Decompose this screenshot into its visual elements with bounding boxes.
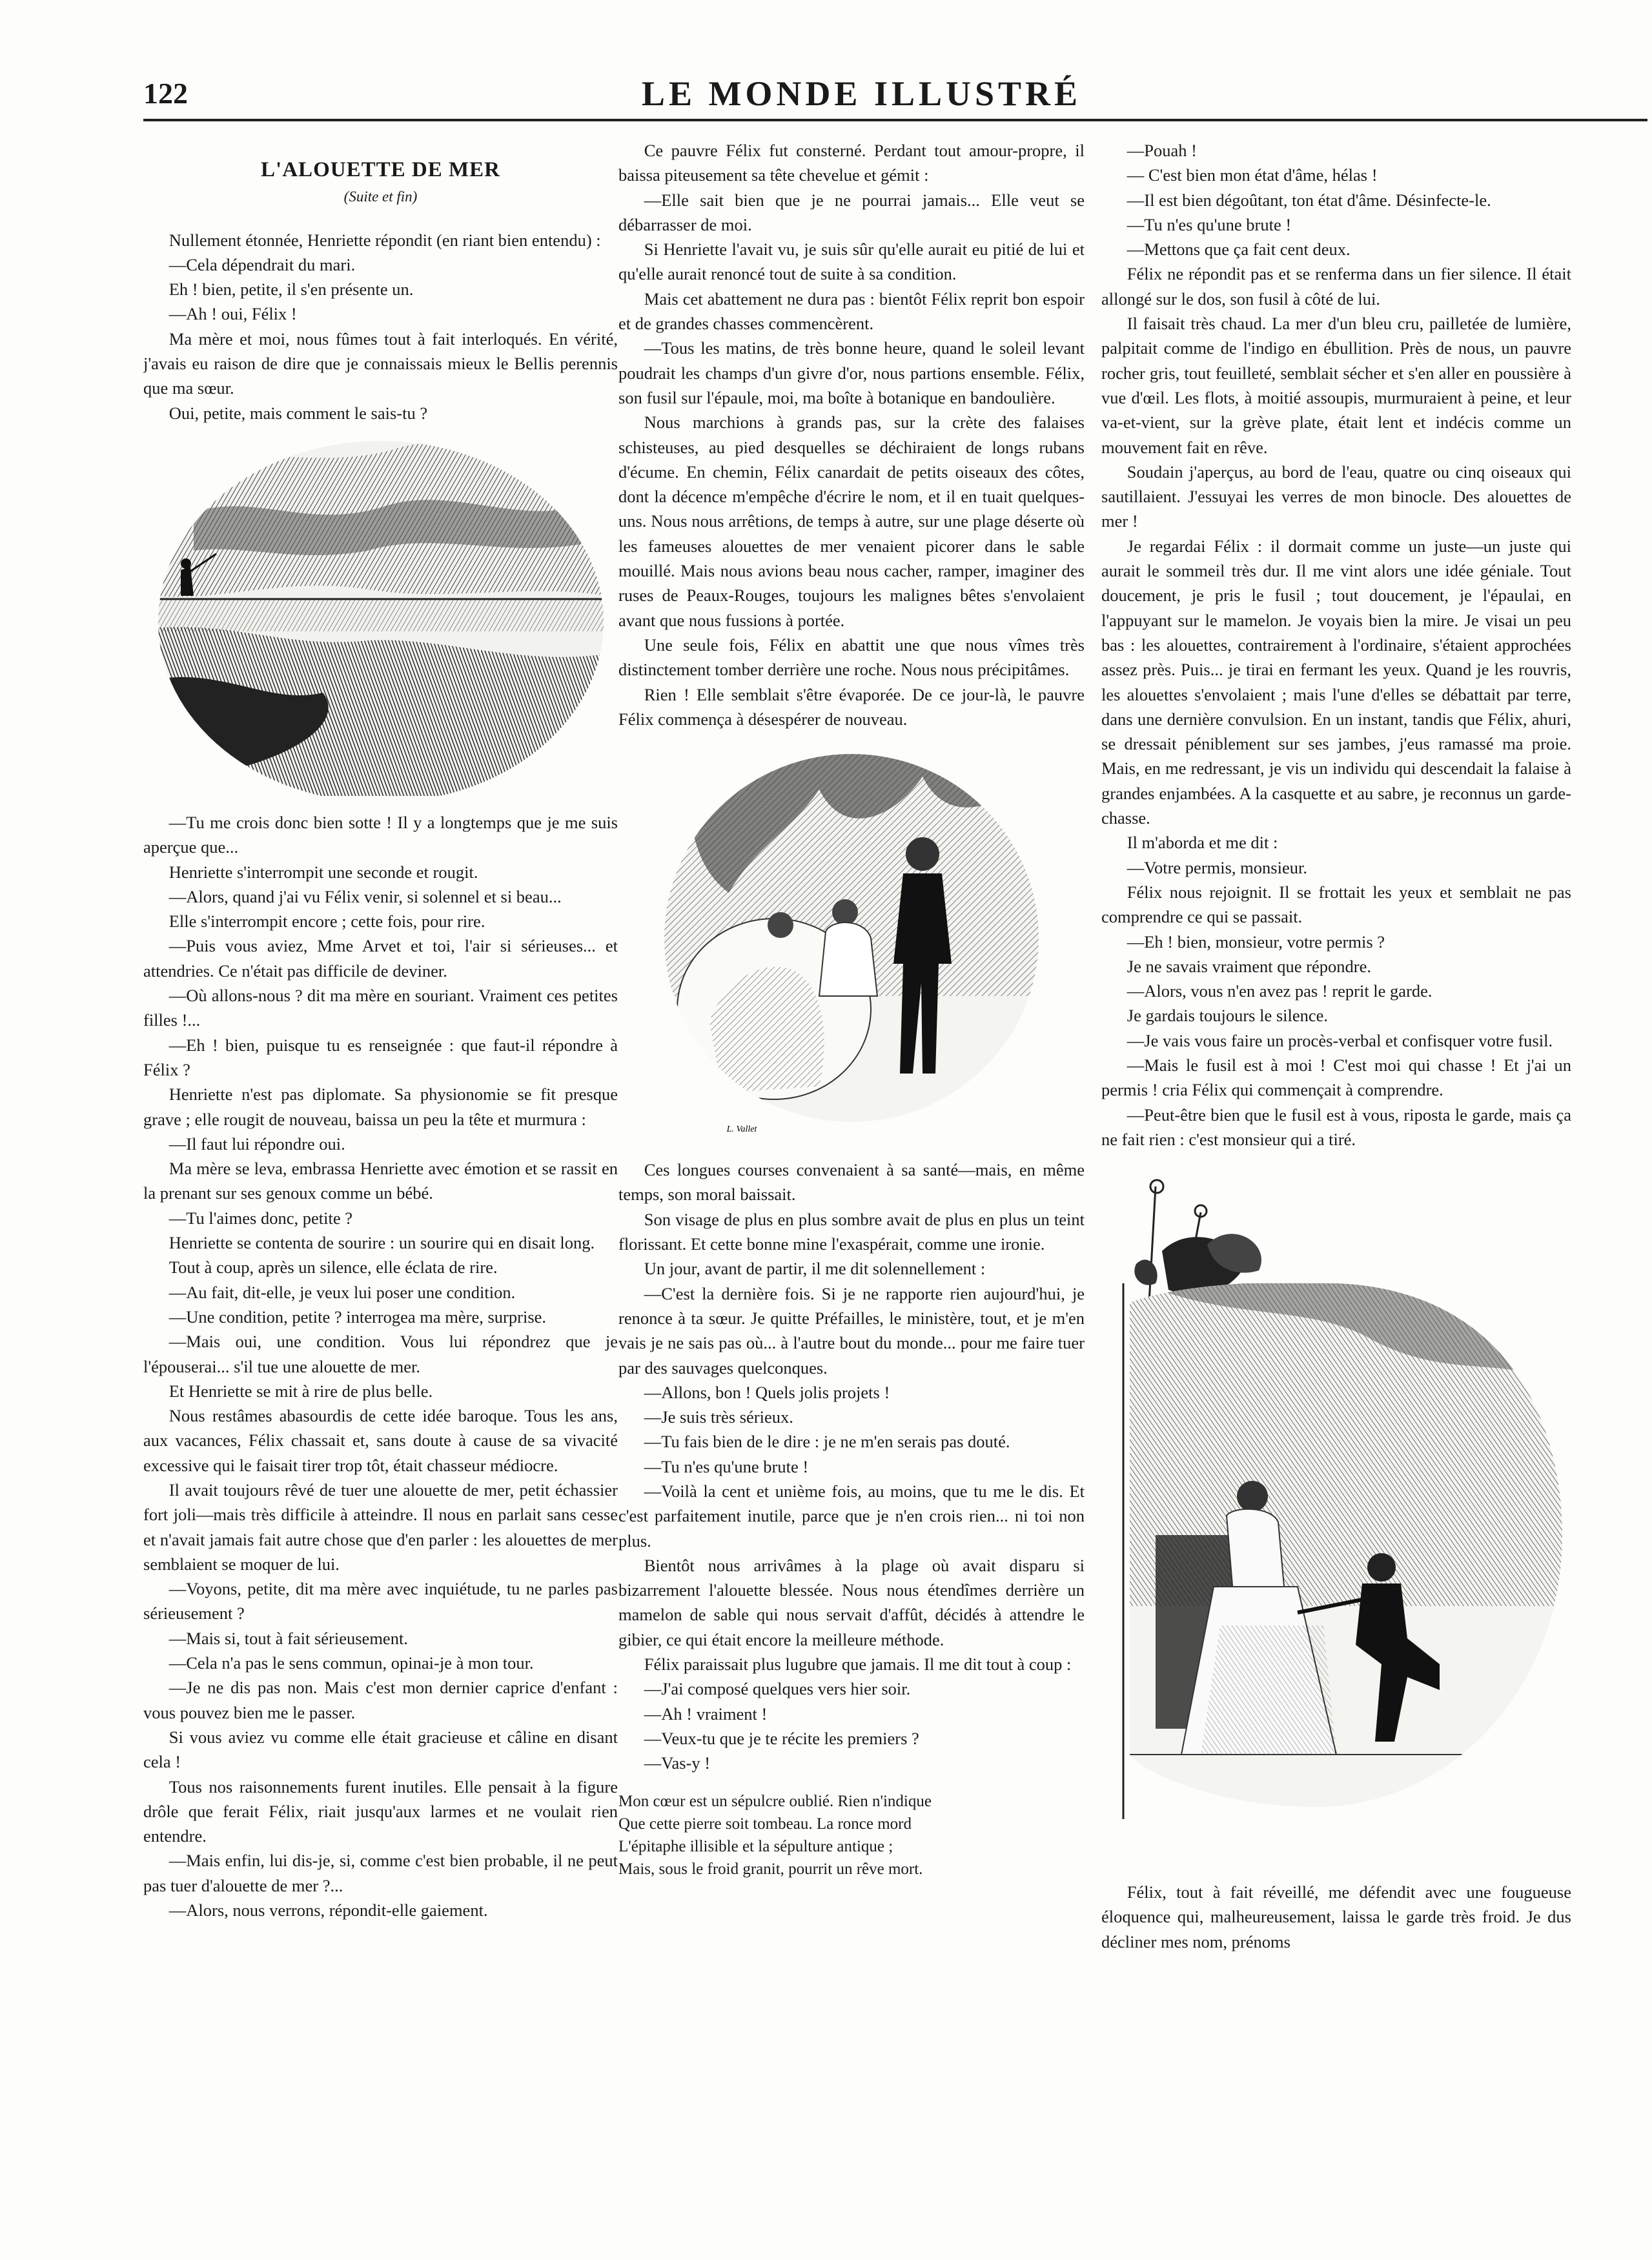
paragraph: —Pouah !: [1127, 141, 1197, 160]
page-number: 122: [143, 77, 188, 110]
paragraph: —Il faut lui répondre oui.: [168, 1134, 345, 1154]
masthead: LE MONDE ILLUSTRÉ: [641, 74, 1082, 113]
paragraph: Nous restâmes abasourdis de cette idée baroque. Tous les ans, aux vacances, Félix chassait et, sans doute à cause de sa vivacité excessive qui le faisait tirer trop tôt, était chasseur médiocre.: [143, 1406, 618, 1475]
paragraph: —Cela n'a pas le sens commun, opinai-je à mon tour.: [168, 1653, 534, 1673]
col1-top-text: [143, 228, 618, 425]
paragraph: —Où allons-nous ? dit ma mère en souriant. Vraiment ces petites filles !...: [143, 986, 618, 1030]
proposal-scene-illustration: [1104, 1174, 1569, 1858]
paragraph: Mais cet abattement ne dura pas : bientôt Félix reprit bon espoir et de grandes chasses commencèrent.: [618, 289, 1085, 334]
paragraph: Félix paraissait plus lugubre que jamais. Il me dit tout à coup :: [644, 1654, 1072, 1675]
illus2-signature: L. Vallet: [726, 1125, 757, 1135]
paragraph: Bientôt nous arrivâmes à la plage où avait disparu si bizarrement l'alouette blessée. Nous nous étendîmes derrière un mamelon de sable qui nous servait d'affût, décidés à attendre le gibier, ce qui était encore la meilleure méthode.: [618, 1555, 1085, 1649]
paragraph: Rien ! Elle semblait s'être évaporée. De ce jour-là, le pauvre Félix commença à désespérer de nouveau.: [618, 684, 1085, 729]
paragraph: Soudain j'aperçus, au bord de l'eau, quatre ou cinq oiseaux qui sautillaient. J'essuyai les verres de mon binocle. Des alouettes de mer !: [1101, 462, 1571, 531]
paragraph: —Voilà la cent et unième fois, au moins, que tu me le dis. Et c'est parfaitement inutile, parce que je n'en crois rien... ni toi non plus.: [618, 1481, 1085, 1551]
paragraph: Eh ! bien, petite, il s'en présente un.: [168, 280, 414, 300]
col1-bottom-text: [143, 810, 618, 1922]
paragraph: Une seule fois, Félix en abattit une que nous vîmes très distinctement tomber derrière une roche. Nous nous précipitâmes.: [618, 635, 1085, 680]
paragraph: —Voyons, petite, dit ma mère avec inquiétude, tu ne parles pas sérieusement ?: [143, 1579, 618, 1624]
article-title: L'ALOUETTE DE MER: [261, 158, 500, 181]
paragraph: —Allons, bon ! Quels jolis projets !: [644, 1382, 890, 1402]
paragraph: —Eh ! bien, puisque tu es renseignée : que faut-il répondre à Félix ?: [143, 1035, 618, 1079]
paragraph: —Je suis très sérieux.: [644, 1407, 793, 1427]
paragraph: Nullement étonnée, Henriette répondit (en riant bien entendu) :: [168, 230, 601, 250]
paragraph: Ma mère et moi, nous fûmes tout à fait interloqués. En vérité, j'avais eu raison de dire que je connaissais mieux le Bellis perennis que ma sœur.: [143, 329, 618, 398]
paragraph: —J'ai composé quelques vers hier soir.: [644, 1679, 911, 1699]
paragraph: —Mais enfin, lui dis-je, si, comme c'est bien probable, il ne peut pas tuer d'alouette de mer ?...: [143, 1851, 618, 1895]
column-3: [1101, 138, 1571, 2191]
paragraph: —Tu l'aimes donc, petite ?: [168, 1208, 352, 1228]
paragraph: —Puis vous aviez, Mme Arvet et toi, l'air si sérieuses... et attendries. Ce n'était pas difficile de deviner.: [143, 936, 618, 981]
paragraph: — C'est bien mon état d'âme, hélas !: [1127, 165, 1378, 185]
col2-bottom-text: [618, 1157, 1085, 1775]
column-1: [143, 138, 618, 2191]
paragraph: —Peut-être bien que le fusil est à vous, riposta le garde, mais ça ne fait rien : c'est monsieur qui a tiré.: [1101, 1105, 1571, 1149]
paragraph: Si Henriette l'avait vu, je suis sûr qu'elle aurait eu pitié de lui et qu'elle aurait renoncé tout de suite à sa condition.: [618, 239, 1085, 284]
verse-line: L'épitaphe illisible et la sépulture antique ;: [618, 1837, 893, 1855]
paragraph: Un jour, avant de partir, il me dit solennellement :: [644, 1259, 986, 1279]
paragraph: —Vas-y !: [644, 1753, 711, 1773]
paragraph: Henriette s'interrompit une seconde et rougit.: [168, 862, 478, 882]
paragraph: —Tu me crois donc bien sotte ! Il y a longtemps que je me suis aperçue que...: [143, 812, 618, 857]
paragraph: Félix ne répondit pas et se renferma dans un fier silence. Il était allongé sur le dos, son fusil à côté de lui.: [1101, 264, 1571, 309]
paragraph: Je regardai Félix : il dormait comme un juste—un juste qui aurait le sommeil très dur. Il me vint alors une idée géniale. Tout doucement, je pris le fusil ; tout doucement, je l'épaulai, en l'appuyant sur le mamelon. Je voyais bien la mire. Je visai un peu bas : les alouettes, contrairement à l'ordinaire, s'étaient approchées assez près. Puis... je tirai en fermant les yeux. Quand je les rouvris, les alouettes s'envolaient ; mais l'une d'elles se débattait par terre, dans une dernière convulsion. En un instant, tandis que Félix, ahuri, se dressait péniblement sur ses jambes, j'eus ramassé ma proie. Mais, en me redressant, je vis un individu qui descendait la falaise à grandes enjambées. A la casquette et au sabre, je reconnus un garde-chasse.: [1101, 536, 1571, 828]
paragraph: —Je vais vous faire un procès-verbal et confisquer votre fusil.: [1127, 1030, 1553, 1050]
paragraph: —Votre permis, monsieur.: [1127, 857, 1307, 877]
verse-line: Que cette pierre soit tombeau. La ronce mord: [618, 1815, 912, 1833]
paragraph: Et Henriette se mit à rire de plus belle.: [168, 1381, 433, 1401]
paragraph: Félix nous rejoignit. Il se frottait les yeux et semblait ne pas comprendre ce qui se passait.: [1101, 882, 1571, 927]
col3-top-text: [1101, 138, 1571, 1152]
paragraph: Il avait toujours rêvé de tuer une alouette de mer, petit échassier fort joli—mais très difficile à atteindre. Il nous en parlait sans cesse et n'avait jamais fait autre chose que d'en parler : les alouettes de mer semblaient se moquer de lui.: [143, 1480, 618, 1574]
verse-line: Mais, sous le froid granit, pourrit un rêve mort.: [618, 1860, 923, 1878]
header-rule: [143, 119, 1647, 121]
paragraph: Je gardais toujours le silence.: [1127, 1006, 1329, 1026]
paragraph: —Elle sait bien que je ne pourrai jamais... Elle veut se débarrasser de moi.: [618, 190, 1085, 234]
paragraph: —C'est la dernière fois. Si je ne rapporte rien aujourd'hui, je renonce à ta sœur. Je quitte Préfailles, le ministère, tout, et je m'en vais je ne sais pas où... à l'autre bout du monde... pour me faire tuer par des sauvages quelconques.: [618, 1283, 1085, 1378]
paragraph: —Mais si, tout à fait sérieusement.: [168, 1628, 408, 1648]
paragraph: Il faisait très chaud. La mer d'un bleu cru, pailletée de lumière, palpitait comme de l'indigo en ébullition. Près de nous, un pauvre rocher gris, tout feuilleté, semblait sécher et s'en aller en poussière à vue d'œil. Les flots, à moitié assoupis, murmuraient à peine, et leur va-et-vient, sur la grève plate, était lent et indécis comme un mouvement fait en rêve.: [1101, 314, 1571, 457]
paragraph: —Une condition, petite ? interrogea ma mère, surprise.: [168, 1307, 547, 1327]
paragraph: Oui, petite, mais comment le sais-tu ?: [168, 403, 428, 423]
paragraph: Félix, tout à fait réveillé, me défendit avec une fougueuse éloquence qui, malheureusement, laissa le garde très froid. Je dus décliner mes nom, prénoms: [1101, 1882, 1571, 1951]
paragraph: —Eh ! bien, monsieur, votre permis ?: [1127, 931, 1385, 952]
paragraph: Nous marchions à grands pas, sur la crète des falaises schisteuses, au pied desquelles se déchiraient de longs rubans d'écume. En chemin, Félix canardait de petits oiseaux des côtes, dont la décence m'empêche d'écrire le nom, et il en tuait quelques-uns. Nous nous arrêtions, de temps à autre, sur une plage déserte où les fameuses alouettes de mer venaient picorer dans le sable mouillé. Mais nous avions beau nous cacher, ramper, imaginer des ruses de Peaux-Rouges, toujours les malignes bêtes s'envolaient avant que nous fussions à portée.: [618, 412, 1085, 630]
paragraph: Je ne savais vraiment que répondre.: [1127, 956, 1371, 976]
paragraph: —Alors, nous verrons, répondit-elle gaiement.: [168, 1900, 488, 1920]
article-subtitle: (Suite et fin): [343, 188, 418, 205]
paragraph: —Cela dépendrait du mari.: [168, 254, 356, 274]
paragraph: —Tu fais bien de le dire : je ne m'en serais pas douté.: [644, 1432, 1010, 1452]
paragraph: Son visage de plus en plus sombre avait de plus en plus un teint florissant. Et cette bonne mine l'exaspérait, comme une ironie.: [618, 1209, 1085, 1254]
paragraph: —Ah ! vraiment !: [644, 1704, 768, 1724]
paragraph: —Alors, vous n'en avez pas ! reprit le garde.: [1127, 981, 1433, 1001]
paragraph: —Tu n'es qu'une brute !: [1127, 214, 1292, 234]
paragraph: Si vous aviez vu comme elle était gracieuse et câline en disant cela !: [143, 1727, 618, 1772]
seascape-hunter-illustration: [155, 434, 607, 796]
paragraph: —Au fait, dit-elle, je veux lui poser une condition.: [168, 1282, 516, 1302]
poem-verse: [618, 1790, 1085, 1880]
paragraph: —Il est bien dégoûtant, ton état d'âme. Désinfecte-le.: [1127, 190, 1491, 210]
paragraph: —Je ne dis pas non. Mais c'est mon dernier caprice d'enfant : vous pouvez bien me le passer.: [143, 1678, 618, 1722]
paragraph: Tous nos raisonnements furent inutiles. Elle pensait à la figure drôle que ferait Félix, riait jusqu'aux larmes et ne voulait rien entendre.: [143, 1776, 618, 1846]
paragraph: Henriette n'est pas diplomate. Sa physionomie se fit presque grave ; elle rougit de nouveau, baissa un peu la tête et murmura :: [143, 1084, 618, 1129]
paragraph: —Tous les matins, de très bonne heure, quand le soleil levant poudrait les champs d'un givre d'or, nous partions ensemble. Félix, son fusil sur l'épaule, moi, ma boîte à botanique en bandoulière.: [618, 338, 1085, 407]
paragraph: —Veux-tu que je te récite les premiers ?: [644, 1728, 919, 1748]
garden-conversation-illustration: [651, 751, 1052, 1138]
paragraph: Elle s'interrompit encore ; cette fois, pour rire.: [168, 911, 485, 931]
paragraph: Tout à coup, après un silence, elle éclata de rire.: [168, 1257, 498, 1278]
paragraph: —Tu n'es qu'une brute !: [644, 1456, 809, 1476]
paragraph: Ma mère se leva, embrassa Henriette avec émotion et se rassit en la prenant sur ses genoux comme un bébé.: [143, 1159, 618, 1203]
paragraph: Ces longues courses convenaient à sa santé—mais, en même temps, son moral baissait.: [618, 1160, 1085, 1205]
verse-line: Mon cœur est un sépulcre oublié. Rien n'indique: [618, 1792, 932, 1810]
paragraph: —Mais oui, une condition. Vous lui répondrez que je l'épouserai... s'il tue une alouette de mer.: [143, 1332, 618, 1376]
paragraph: —Mettons que ça fait cent deux.: [1127, 239, 1351, 260]
col3-bottom-text: [1101, 1880, 1571, 1954]
paragraph: —Ah ! oui, Félix !: [168, 304, 297, 324]
paragraph: Il m'aborda et me dit :: [1127, 833, 1278, 853]
column-2: [618, 138, 1085, 2191]
col2-top-text: [618, 138, 1085, 731]
paragraph: Ce pauvre Félix fut consterné. Perdant tout amour-propre, il baissa piteusement sa tête chevelue et gémit :: [618, 141, 1085, 185]
paragraph: —Mais le fusil est à moi ! C'est moi qui chasse ! Et j'ai un permis ! cria Félix qui commençait à comprendre.: [1101, 1055, 1571, 1100]
paragraph: —Alors, quand j'ai vu Félix venir, si solennel et si beau...: [168, 886, 562, 906]
paragraph: Henriette se contenta de sourire : un sourire qui en disait long.: [168, 1233, 595, 1253]
